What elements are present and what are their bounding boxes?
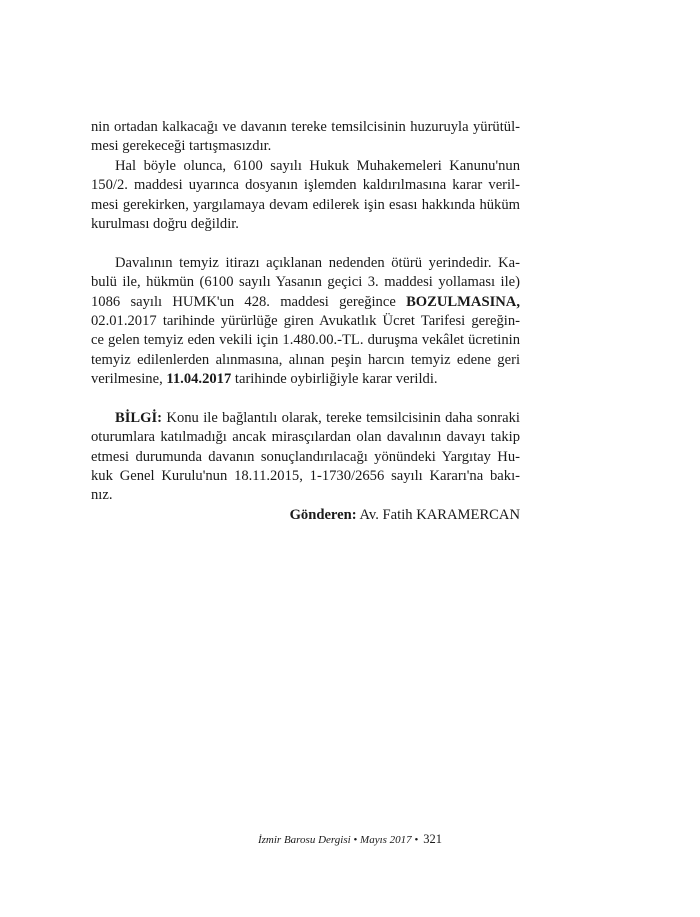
paragraph-continuation — [91, 118, 520, 157]
page-number: 321 — [423, 832, 443, 846]
text-line: kuk Genel Kurulu'nun 18.11.2015, 1-1730/2656 sayılı Kararı'na bakı- — [91, 468, 520, 485]
text-segment: verilmesine, — [91, 371, 167, 388]
paragraph-hmk-analysis — [91, 157, 520, 235]
text-segment: tarihinde oybirliğiyle karar verildi. — [231, 371, 438, 388]
text-segment: Konu ile bağlantılı olarak, tereke temsilcisinin daha sonraki — [162, 409, 520, 426]
text-line: 02.01.2017 tarihinde yürürlüğe giren Avukatlık Ücret Tarifesi gereğin- — [91, 312, 520, 329]
text-segment: 1086 sayılı HUMK'un 428. maddesi gereğince — [91, 293, 407, 310]
text-line: temyiz edilenlerden alınmasına, alınan peşin harcın temyiz edene geri — [91, 351, 520, 368]
info-label: BİLGİ: — [115, 409, 163, 426]
text-line — [91, 409, 520, 428]
verdict-keyword: BOZULMASINA, — [406, 293, 520, 310]
sender-line — [91, 506, 520, 525]
text-line: nız. — [91, 487, 113, 504]
text-line: ce gelen temyiz eden vekili için 1.480.00.-TL. duruşma vekâlet ücretinin — [91, 332, 520, 349]
paragraph-verdict — [91, 254, 520, 390]
text-line: mesi gerekeceği tartışmasızdır. — [91, 138, 272, 155]
text-line — [91, 370, 520, 389]
text-line: etmesi durumunda davanın sonuçlandırılacağı yönündeki Yargıtay Hu- — [91, 448, 520, 465]
paragraph-spacer — [91, 389, 520, 408]
text-line: bulü ile, hükmün (6100 sayılı Yasanın geçici 3. maddesi yollaması ile) — [91, 274, 520, 291]
paragraph-info-note — [91, 409, 520, 506]
page-footer — [0, 832, 700, 847]
sender-name: Av. Fatih KARAMERCAN — [356, 506, 520, 523]
text-line: oturumlara katılmadığı ancak mirasçılardan olan davalının davayı takip — [91, 429, 520, 446]
decision-date: 11.04.2017 — [166, 371, 232, 388]
text-line: kurulması doğru değildir. — [91, 215, 239, 232]
paragraph-spacer — [91, 234, 520, 253]
text-line: mesi gerekirken, yargılamaya devam edilerek işin esası hakkında hüküm — [91, 196, 520, 213]
text-line: Davalının temyiz itirazı açıklanan nedenden ötürü yerindedir. Ka- — [115, 254, 520, 271]
journal-title: İzmir Barosu Dergisi • Mayıs 2017 • — [257, 834, 419, 846]
text-line: Hal böyle olunca, 6100 sayılı Hukuk Muhakemeleri Kanunu'nun — [115, 157, 520, 174]
text-line: 150/2. maddesi uyarınca dosyanın işlemden kaldırılmasına karar veril- — [91, 177, 520, 194]
text-line: nin ortadan kalkacağı ve davanın tereke temsilcisinin huzuruyla yürütül- — [91, 119, 520, 135]
sender-label: Gönderen: — [289, 506, 357, 523]
text-line — [91, 293, 520, 312]
document-body — [91, 118, 520, 525]
